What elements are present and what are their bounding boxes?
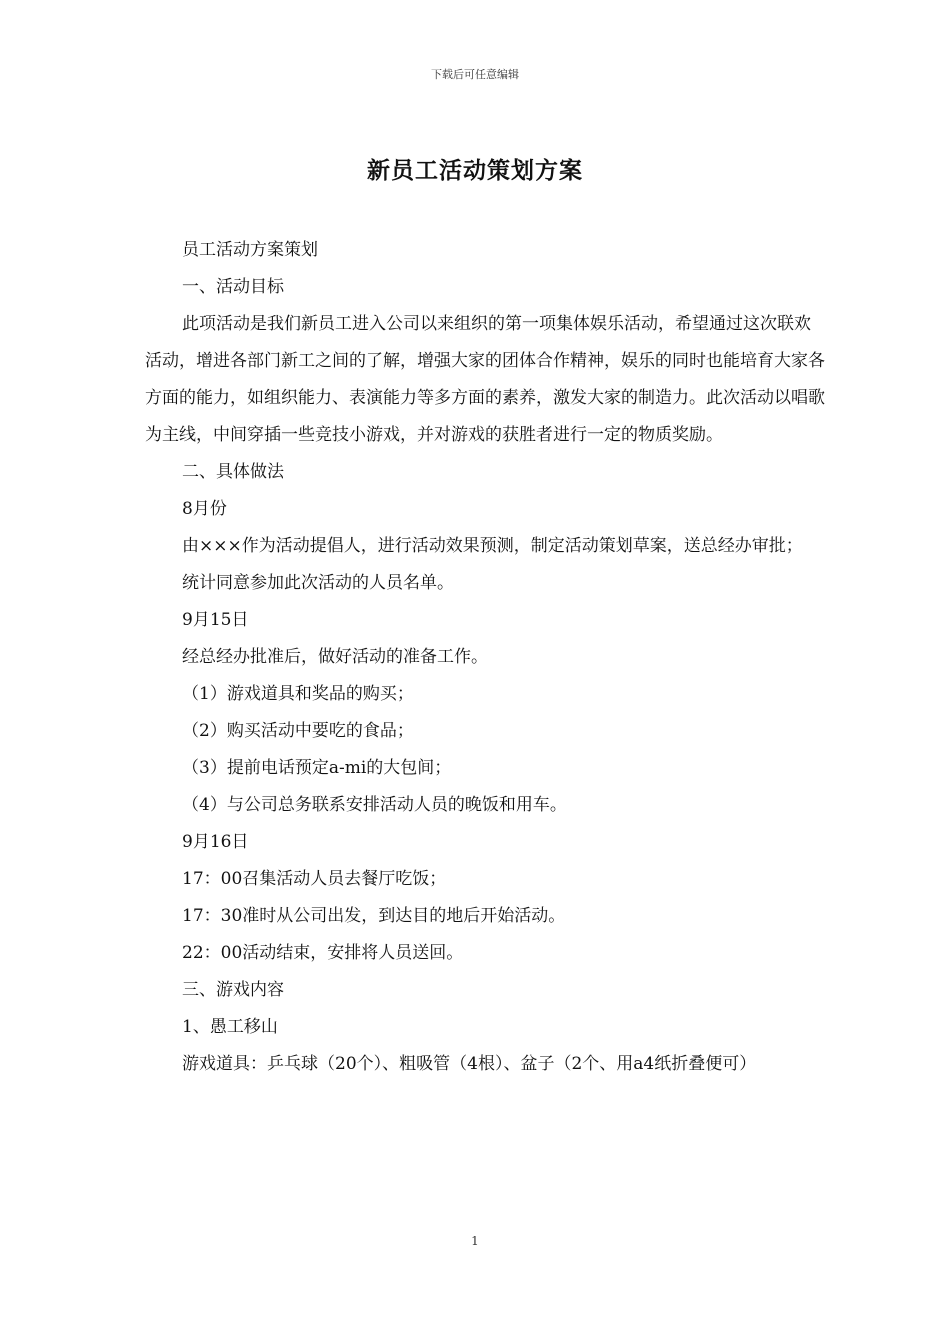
paragraph-game-1-title: 1、愚工移山 xyxy=(182,1017,278,1037)
paragraph-goal-description: 此项活动是我们新员工进入公司以来组织的第一项集体娱乐活动，希望通过这次联欢活动，增进各部门新工之间的了解，增强大家的团体合作精神，娱乐的同时也能培育大家各方面的能力，如组织能力、表演能力等多方面的素养，激发大家的制造力。此次活动以唱歌为主线，中间穿插一些竞技小游戏，并对游戏的获胜者进行一定的物质奖励。 xyxy=(145,314,825,445)
paragraph-sep-15: 9月15日 xyxy=(182,610,249,630)
paragraph-attendee-list: 统计同意参加此次活动的人员名单。 xyxy=(182,573,454,593)
paragraph-schedule-2200: 22：00活动结束，安排将人员送回。 xyxy=(182,943,464,963)
paragraph-prep-item-4: （4）与公司总务联系安排活动人员的晚饭和用车。 xyxy=(182,795,567,815)
paragraph-games-heading: 三、游戏内容 xyxy=(182,980,284,1000)
paragraph-game-1-props: 游戏道具：乒乓球（20个）、粗吸管（4根）、盆子（2个、用a4纸折叠便可） xyxy=(182,1054,757,1074)
paragraph-initiator: 由×××作为活动提倡人，进行活动效果预测，制定活动策划草案，送总经办审批； xyxy=(182,536,803,556)
paragraph-prep-item-2: （2）购买活动中要吃的食品； xyxy=(182,721,414,741)
paragraph-section-heading: 员工活动方案策划 xyxy=(182,240,318,260)
paragraph-schedule-1730: 17：30准时从公司出发，到达目的地后开始活动。 xyxy=(182,906,566,926)
paragraph-august: 8月份 xyxy=(182,499,227,519)
paragraph-method-heading: 二、具体做法 xyxy=(182,462,284,482)
paragraph-goal-heading: 一、活动目标 xyxy=(182,277,284,297)
paragraph-sep-16: 9月16日 xyxy=(182,832,249,852)
paragraph-prep-item-1: （1）游戏道具和奖品的购买； xyxy=(182,684,414,704)
page-number: 1 xyxy=(471,1234,479,1248)
document-body xyxy=(145,232,825,1083)
page-header: 下载后可任意编辑 xyxy=(431,68,519,81)
document-title: 新员工活动策划方案 xyxy=(367,158,583,184)
paragraph-preparation: 经总经办批准后，做好活动的准备工作。 xyxy=(182,647,488,667)
paragraph-schedule-1700: 17：00召集活动人员去餐厅吃饭； xyxy=(182,869,447,889)
paragraph-prep-item-3: （3）提前电话预定a-mi的大包间； xyxy=(182,758,452,778)
